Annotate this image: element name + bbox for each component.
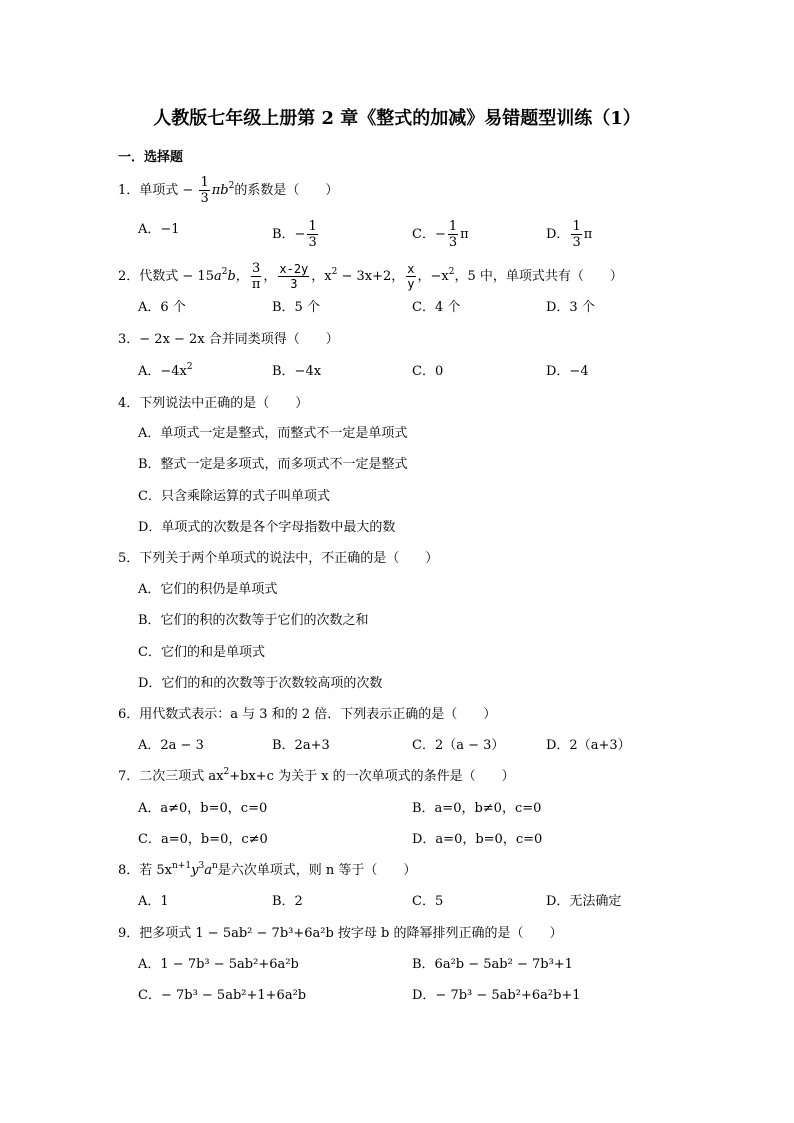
q2-f2-num: x-2y: [279, 262, 309, 276]
q2-f3-num: x: [407, 262, 415, 276]
q2-p2b: − 3x+2，: [337, 269, 405, 284]
q4-option-a[interactable]: A．单项式一定是整式，而整式不一定是单项式: [138, 426, 408, 441]
q2-f1-num: 3: [251, 261, 261, 276]
q5-option-c[interactable]: C．它们的和是单项式: [138, 645, 265, 660]
section-heading: 一．选择题: [118, 150, 184, 165]
q1-option-c[interactable]: [412, 220, 469, 249]
q2-option-b[interactable]: B．5 个: [272, 300, 320, 315]
q1-d-num: 1: [572, 219, 581, 234]
q1-stem-pre: 1．单项式 −: [118, 183, 198, 198]
question-4-stem: 4．下列说法中正确的是（ ）: [118, 396, 309, 411]
q1-option-b[interactable]: [272, 220, 320, 249]
q7-stem-sup: 2: [223, 767, 230, 777]
q8-option-a[interactable]: A．1: [138, 894, 169, 909]
q1-c-den: 3: [448, 235, 458, 250]
q1-stem-sup: 2: [228, 181, 235, 191]
q1-frac-num: 1: [200, 175, 209, 190]
q1-stem-var: πb: [211, 183, 229, 198]
q2-option-a[interactable]: A．6 个: [138, 300, 186, 315]
q8-sup-1: n+1: [172, 861, 192, 871]
q2-p1b: b，: [227, 269, 249, 284]
q1-option-d[interactable]: [546, 220, 592, 249]
q2-fraction-3: [406, 263, 415, 290]
q2-p1a: a: [213, 269, 222, 284]
q6-option-a[interactable]: A．2a − 3: [138, 738, 204, 753]
q4-option-d[interactable]: D．单项式的次数是各个字母指数中最大的数: [138, 520, 396, 535]
q1-fraction: [199, 176, 209, 205]
question-2-stem: [118, 262, 623, 291]
q2-p3sup: 2: [448, 267, 455, 277]
question-9-stem: 9．把多项式 1 − 5ab² − 7b³+6a²b 按字母 b 的降幂排列正确的是（ ）: [118, 926, 563, 941]
q5-option-d[interactable]: D．它们的和的次数等于次数较高项的次数: [138, 676, 383, 691]
q2-f3-den: y: [407, 277, 415, 291]
question-3-stem: 3．− 2x − 2x 合并同类项得（ ）: [118, 332, 339, 347]
q2-p3b: ，5 中，单项式共有（ ）: [454, 269, 623, 284]
q1-option-b-label: B．−: [272, 227, 306, 242]
q7-option-d[interactable]: D．a=0，b=0，c=0: [412, 832, 543, 847]
q7-stem-post: +bx+c 为关于 x 的一次单项式的条件是（ ）: [229, 769, 515, 784]
q2-fraction-1: [251, 262, 262, 291]
q1-d-after: π: [583, 227, 593, 242]
q1-c-num: 1: [448, 219, 458, 234]
q1-c-after: π: [460, 227, 469, 242]
q7-option-c[interactable]: C．a=0，b=0，c≠0: [138, 832, 268, 847]
q1-b-num: 1: [308, 219, 317, 234]
q8-stem-pre: 8．若 5x: [118, 863, 173, 878]
q2-option-c[interactable]: C．4 个: [412, 300, 461, 315]
q7-stem-pre: 7．二次三项式 ax: [118, 769, 224, 784]
q2-f2-den: 3: [290, 277, 298, 291]
q8-var-a: a: [204, 863, 212, 878]
q8-option-c[interactable]: C．5: [412, 894, 444, 909]
q2-p1sup: 2: [221, 267, 228, 277]
q5-option-a[interactable]: A．它们的积仍是单项式: [138, 582, 278, 597]
q4-option-b[interactable]: B．整式一定是多项式，而多项式不一定是整式: [138, 457, 408, 472]
q3-option-c[interactable]: C．0: [412, 364, 444, 379]
q2-comma: ，: [263, 269, 277, 284]
q5-option-b[interactable]: B．它们的积的次数等于它们的次数之和: [138, 613, 369, 628]
q6-option-b[interactable]: B．2a+3: [272, 738, 330, 753]
q2-p2: ，x: [311, 269, 332, 284]
q9-option-d[interactable]: D．− 7b³ − 5ab²+6a²b+1: [412, 988, 581, 1003]
q2-p3: ，−x: [417, 269, 449, 284]
q1-option-d-label: D．: [546, 227, 570, 242]
q3-option-a-sup: 2: [186, 362, 193, 372]
q7-option-b[interactable]: B．a=0，b≠0，c=0: [412, 801, 542, 816]
q2-option-d[interactable]: D．3 个: [546, 300, 595, 315]
q1-option-a[interactable]: [138, 220, 180, 240]
q2-fraction-2: [278, 263, 309, 290]
question-7-stem: [118, 767, 515, 787]
q8-sup-2: 3: [198, 861, 205, 871]
q8-sup-3: n: [211, 861, 218, 871]
q8-option-d[interactable]: D．无法确定: [546, 894, 622, 909]
q9-option-c[interactable]: C．− 7b³ − 5ab²+1+6a²b: [138, 988, 307, 1003]
q1-option-d-fraction: [571, 220, 581, 249]
q4-option-c[interactable]: C．只含乘除运算的式子叫单项式: [138, 489, 330, 504]
q9-option-b[interactable]: B．6a²b − 5ab² − 7b³+1: [412, 957, 573, 972]
q1-frac-den: 3: [200, 191, 209, 206]
q2-p1: 2．代数式 − 15: [118, 269, 214, 284]
q8-stem-post: 是六次单项式，则 n 等于（ ）: [217, 863, 417, 878]
q3-option-a-text: A．−4x: [138, 364, 187, 379]
q6-option-d[interactable]: D．2（a+3）: [546, 738, 631, 753]
q3-option-d[interactable]: D．−4: [546, 364, 589, 379]
q8-option-b[interactable]: B．2: [272, 894, 303, 909]
question-6-stem: 6．用代数式表示：a 与 3 和的 2 倍．下列表示正确的是（ ）: [118, 707, 497, 722]
q1-option-c-label: C．−: [412, 227, 446, 242]
q1-b-den: 3: [308, 235, 317, 250]
q2-f1-den: π: [251, 277, 261, 292]
q3-option-a[interactable]: [138, 362, 193, 382]
question-5-stem: 5．下列关于两个单项式的说法中，不正确的是（ ）: [118, 551, 439, 566]
q1-stem-tail: 的系数是（ ）: [234, 183, 339, 198]
q3-option-b[interactable]: B．−4x: [272, 364, 322, 379]
q1-option-b-fraction: [307, 220, 317, 249]
q2-p2sup: 2: [331, 267, 338, 277]
q8-var-y: y: [191, 863, 199, 878]
q7-option-a[interactable]: A．a≠0，b=0，c=0: [138, 801, 268, 816]
q1-d-den: 3: [572, 235, 581, 250]
q6-option-c[interactable]: C．2（a − 3）: [412, 738, 505, 753]
q1-option-c-fraction: [448, 220, 458, 249]
q1-option-a-text: A．−1: [138, 222, 180, 237]
question-1-stem: [118, 176, 338, 205]
question-8-stem: [118, 861, 416, 881]
q9-option-a[interactable]: A．1 − 7b³ − 5ab²+6a²b: [138, 957, 299, 972]
page-title: 人教版七年级上册第 2 章《整式的加减》易错题型训练（1）: [153, 108, 641, 129]
